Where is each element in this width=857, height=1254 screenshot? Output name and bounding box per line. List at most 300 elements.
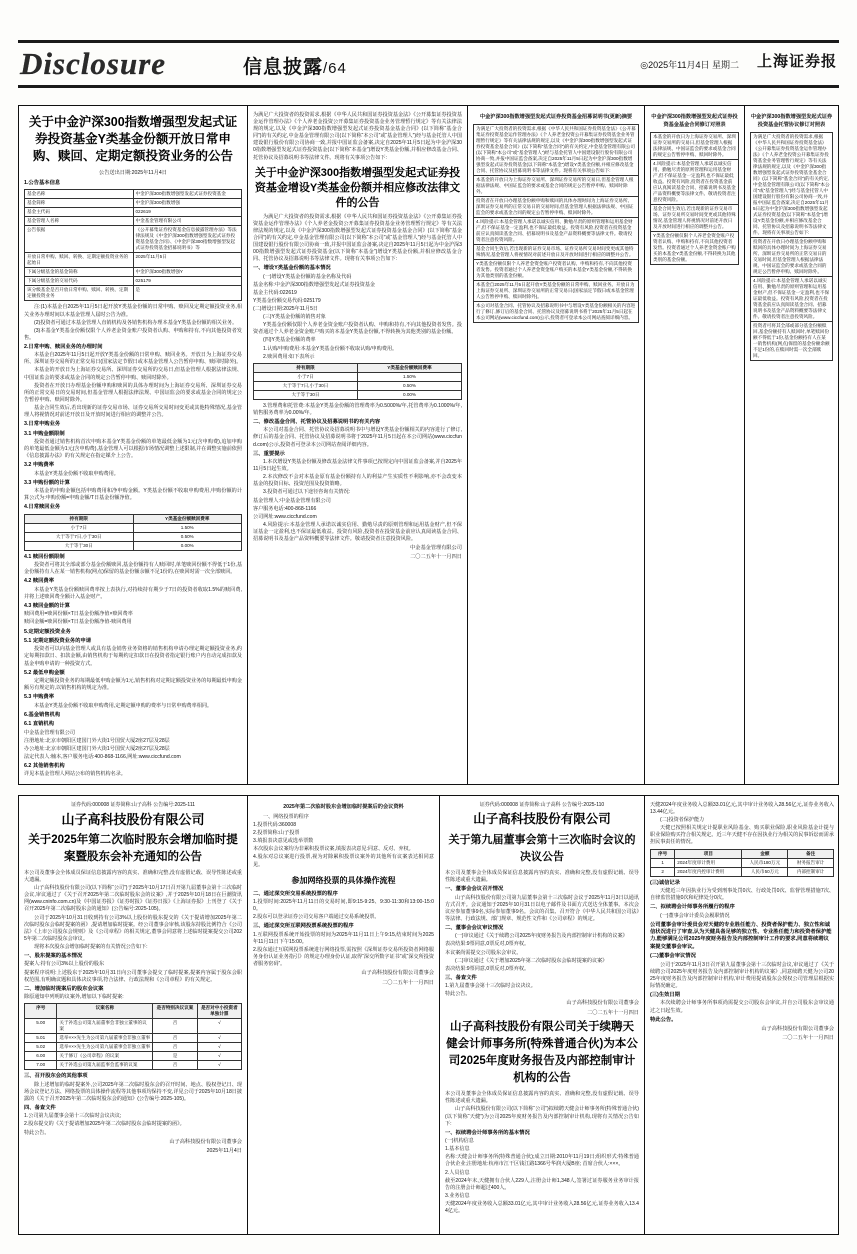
cell-special: 否 (153, 1043, 197, 1052)
contract-amend-rows (651, 133, 739, 265)
y-class-redemption-fee-table (253, 363, 462, 400)
col-header: Y类基金份额赎回费率 (133, 514, 242, 523)
paragraph: 投资者可以向基金管理人或具有基金销售业务资格的销售机构申请办理定期定额投资业务,约定每期扣款日、扣款金额,由销售机构于每期约定扣款日在投资者指定银行账户内自动完成扣款及基金申购申请的一种投资方式。 (24, 646, 242, 667)
cell-rate: 1.50% (358, 372, 462, 381)
table-row (25, 1061, 242, 1070)
paragraph: 客户服务电话:400-868-1166 (253, 505, 317, 512)
signature-company: 山子高科技股份有限公司董事会 (761, 1026, 834, 1033)
article-column-4 (645, 106, 744, 784)
cell-special: 否 (153, 1061, 197, 1070)
table-row (474, 302, 639, 323)
masthead-page-number: /64 (323, 60, 347, 77)
audit-fee-head (651, 849, 834, 858)
paragraph: (一)机构信息 (445, 1138, 474, 1145)
fee-table-head (25, 514, 242, 523)
paragraph: 本基金的开放日为上海证券交易所、深圳证券交易所的交易日,但基金管理人根据法律法规、中国证监会的要求或基金合同的规定公告暂停申购、赎回时除外。 (24, 367, 242, 381)
paragraph: (三)Y类基金份额的销售对象 (263, 314, 326, 321)
table-row (25, 217, 242, 226)
masthead-logo: Disclosure (20, 46, 167, 81)
top-article-block (18, 105, 839, 785)
col-header: Y类基金份额赎回费率 (358, 363, 462, 372)
paragraph: 4.股东对总议案进行投票,视为对除累积投票议案外的其他所有议案表达相同意见。 (253, 854, 434, 868)
fee-table-body (25, 523, 242, 550)
paragraph: 基金合同生效后,若出现新的证券交易市场、证券交易所交易时间变更或其他特殊情况,基金管理人将视情况对前述开放日及开放时间进行相应的调整并公告。 (24, 404, 242, 419)
masthead-paper-name: 上海证券报 (756, 53, 837, 70)
cell-rate: 0.00% (358, 390, 462, 399)
cell-value: 中金基金管理有限公司 (133, 217, 242, 226)
paragraph: 1.投票代码:360008 (253, 822, 297, 829)
custody-amend-table (750, 132, 833, 361)
cell-period: 大于等于30日 (254, 390, 358, 399)
table-row (25, 268, 242, 277)
table-row (651, 867, 834, 876)
paragraph: 本基金的申购金额包括申购费用和净申购金额。Y类基金份额不收取申购费用,申购份额的计算公式为:申购份额=申购金额/T日基金份额净值。 (24, 488, 242, 502)
paragraph: 办公地址:北京市朝阳区建国门外大街1号国贸大厦2座27层及28层 (24, 745, 170, 752)
paragraph: 特此公告。 (24, 1129, 50, 1136)
paragraph: 4.风险提示:本基金管理人承诺以诚实信用、勤勉尽责的原则管理和运用基金财产,但不保证基金一定盈利,也不保证最低收益。投资有风险,投资者在投资基金前应认真阅读基金合同、招募说明书及基金产品资料概要等法律文件。敬请投资者注意投资风险。 (253, 521, 462, 542)
paragraph: 一、网络投票的程序 (263, 814, 309, 820)
paragraph: 赎回费用=赎回份额×T日基金份额净值×赎回费率 (24, 611, 133, 618)
paragraph: 表决结果:9票同意,0票反对,0票弃权。 (445, 965, 530, 972)
col-header: 议案名称 (57, 1004, 153, 1019)
voting-procedure-heading: 参加网络投票的具体操作流程 (291, 875, 396, 885)
table-row (474, 260, 639, 281)
cell-value: 中金沪深300指数增强Y (133, 268, 242, 277)
cell-old: 为满足广大投资者的投资需求,根据《中华人民共和国证券投资基金法》《公开募集证券投资基金运作管理办法》《个人养老金投资公开募集证券投资基金业务管理暂行规定》等有关法律法规的规定,以及《中金沪深300指数增强型发起式证券投资基金基金合同》(以下简称“基金合同”)的有关约定,中金基金管理有限公司(以下简称“本公司”或“基金管理人”)经与基金托管人中国建设银行股份有限公司协商一致,并报中国证监会备案,决定自2025年11月5日起为中金沪深300指数增强型发起式证券投资基金(以下简称“本基金”)增设Y类基金份额,并相应修改基金合同、托管协议及招募说明书等法律文件。现将有关事项公告如下: (474, 125, 639, 176)
security-code-line: 证券代码:000008 证券简称:山子高科 公告编号:2025-110 (479, 802, 605, 808)
cell-index: 7.00 (25, 1061, 57, 1070)
cell-period: 小于7日 (25, 523, 134, 532)
cell-label: 基金简称 (25, 199, 134, 208)
article-column-3 (468, 106, 644, 784)
cell-rate: 0.50% (358, 381, 462, 390)
paragraph: 投资者可将其全部或部分基金份额赎回,基金份额持有人赎回时,单笔赎回份额不得低于1份,基金份额持有人在某一销售机构(网点)保留的基金份额余额不足1份的,在赎回时需一次全部赎回。 (24, 562, 242, 576)
paragraph: 名称:天健会计师事务所(特殊普通合伙);成立日期:2010年11月19日;组织形式:特殊普通合伙企业;注册地址:杭州市江干区钱江路1366号华润大厦B座; 首席合伙人:×××。 (445, 1154, 639, 1168)
cell-label: 下属分级基金的交易代码 (25, 277, 134, 286)
cell-amount: 人民币50万元 (742, 867, 788, 876)
section-heading: 二、董事会会议审议情况 (445, 924, 504, 931)
table-row (25, 1034, 242, 1043)
table-row (254, 372, 462, 381)
cell-period: 大于等于7日,小于30日 (254, 381, 358, 390)
cell-label: 基金主代码 (25, 208, 134, 217)
table-row (651, 160, 739, 205)
table-row (25, 541, 242, 550)
cell-proposal: 选举×××先生为公司第九届董事会非独立董事 (57, 1043, 153, 1052)
table-row (25, 532, 242, 541)
cell-label: 基金管理人名称 (25, 217, 134, 226)
cell-index: 1 (651, 858, 675, 867)
custody-amend-heading: 中金沪深300指数增强型发起式证券投资基金托管协议修订对照表 (750, 114, 833, 128)
disclaimer: 本公司及董事会全体成员保证信息披露内容的真实、准确和完整,没有虚假记载、误导性陈述或重大遗漏。 (445, 1091, 639, 1105)
cell-label: 下属分级基金的基金简称 (25, 268, 134, 277)
section-heading: 三、通过深交所互联网投票系统投票的程序 (253, 923, 354, 930)
signature-date: 二〇二五年十一月四日 (382, 979, 434, 986)
announcement-title: 关于2025年第二次临时股东会增加临时提案暨股东会补充通知的公告 (28, 834, 238, 863)
table-header-row (651, 849, 834, 858)
board-resolution-title: 关于第九届董事会第十三次临时会议的决议公告 (448, 834, 636, 863)
cell-value: 022619 (133, 208, 242, 217)
bottom-column-2 (248, 796, 439, 1234)
cell-note6: 本公司对基金合同、托管协议及招募说明书中与增设Y类基金份额相关的内容进行了修订,修订后的基金合同、托管协议及招募说明书将于2025年11月5日起在本公司网站(www.ciccfund.com)公示,投资者可登录本公司网站查阅详细内容。 (474, 302, 639, 323)
paragraph: 基金管理人:中金基金管理有限公司 (253, 497, 331, 504)
cell-label: 开放日常申购、赎回、转换、定期定额投资业务的起始日 (25, 253, 134, 268)
cell-remark: 内部控制审计 (788, 867, 834, 876)
section-heading: 三、召开股东会的其他事项 (24, 1073, 88, 1080)
cell-special: 否 (153, 1034, 197, 1043)
section-heading: 一、董事会会议召开情况 (445, 886, 504, 893)
paragraph: Y类基金份额交易代码:025179 (253, 298, 321, 304)
col-header: 是否对中小投资者单独计票 (197, 1004, 241, 1019)
cell-note: 投资者在开放日办理基金份额申购和赎回的具体办理时间为上海证券交易所、深圳证券交易所的正常交易日的交易时间,但基金管理人根据法律法规、中国证监会的要求或基金合同的规定公告暂停申购、赎回时除外。 (474, 197, 639, 218)
paragraph: 天健已按照相关规定计提职业风险基金、购买职业保险,职业风险基金计提与职业保险购买符合相关规定。近三年天健不存在因执业行为相关的民事诉讼而需承担民事责任的情况。 (650, 825, 834, 846)
signature-date: 二〇二五年十一月四日 (410, 554, 462, 561)
paragraph: (二)审议通过《关于增加2025年第二次临时股东会临时提案的议案》 (455, 957, 608, 964)
col-header: 序号 (651, 849, 675, 858)
table-row (751, 238, 833, 277)
table-row (474, 245, 639, 260)
meeting-materials-heading: 2025年第二次临时股东会增加临时提案后的会议资料 (283, 804, 404, 810)
paragraph: 2.人员信息 (445, 1169, 470, 1176)
paragraph: 3.填报表决意见或选举票数 (253, 838, 314, 845)
paragraph: 2.本次修改不会对本基金原有基金份额持有人的利益产生实质性不利影响,亦不会改变本基金的投资目标、投资范围及投资策略。 (253, 474, 462, 488)
signature-company: 山子高科技股份有限公司董事会 (169, 1138, 242, 1145)
section-heading: 3.2 申购费率 (24, 462, 55, 469)
fund-daily-business-subtitle: 公告送出日期:2025年11月4日 (99, 170, 167, 176)
section-heading: 5.2 最低申购金额 (24, 669, 65, 676)
section-heading: (三)诚信记录 (650, 879, 681, 886)
cell-period: 大于等于7日,小于30日 (25, 532, 134, 541)
cell-note3: 基金合同生效后,若出现新的证券交易市场、证券交易所交易时间变更或其他特殊情况,基金管理人将视情况对前述开放日及开放时间进行相应的调整并公告。 (474, 245, 639, 260)
table-row (474, 218, 639, 245)
paragraph: 提案程序说明:上述股东于2025年10月31日向公司董事会提交了临时提案,提案内容属于股东会职权范围,有明确议题和具体决议事项,符合法律、行政法规和《公司章程》的有关规定。 (24, 969, 242, 983)
col-header: 持有期限 (254, 363, 358, 372)
paragraph: 基金主代码:022619 (253, 289, 297, 296)
section-heading: 6.2 其他销售机构 (24, 762, 65, 769)
col-header: 金额 (742, 849, 788, 858)
cell-text: 4.风险提示:本基金管理人承诺以诚实信用、勤勉尽责的原则管理和运用基金财产,但不保证基金一定盈利,也不保证最低收益。投资有风险,投资者在投资基金前应认真阅读基金合同、招募说明书及基金产品资料概要等法律文件。敬请投资者注意投资风险。 (651, 160, 739, 205)
section-heading: 二、修改基金合同、托管协议及招募说明书的有关内容 (253, 418, 381, 425)
paragraph: 投资者在开放日办理基金份额申购和赎回的具体办理时间为上海证券交易所、深圳证券交易所的正常交易日的交易时间,但基金管理人根据法律法规、中国证监会的要求或基金合同的规定公告暂停申购、赎回时除外。 (24, 382, 242, 403)
paragraph: 3.业务信息 (445, 1192, 470, 1199)
table-header-row (254, 363, 462, 372)
prospectus-comparison-rows (474, 125, 639, 323)
table-row (751, 133, 833, 238)
paragraph: 本基金Y类基金份额赎回费率按上表执行,对持续持有期少于7日的投资者收取1.5%的赎回费,并将上述赎回费全额计入基金财产。 (24, 586, 242, 600)
fund-y-class-title: 关于中金沪深300指数增强型发起式证券投资基金增设Y类基金份额并相应修改法律文件的公告 (254, 166, 461, 209)
audit-fee-body (651, 858, 834, 876)
table-row (25, 199, 242, 208)
paragraph: 赎回金额=赎回份额×T日基金份额净值-赎回费用 (24, 619, 132, 626)
paragraph: 投资者通过销售机构首次申购本基金Y类基金份额的单笔最低金额为1元(含申购费),追加申购的单笔最低金额为1元(含申购费),基金管理人可以根据市场情况调整上述限制,并在调整实施前依照《信息披露办法》的有关规定在指定媒介上公告。 (24, 438, 242, 460)
col-header: 序号 (25, 1004, 57, 1019)
section-heading: 3.3 申购份额的计算 (24, 479, 70, 486)
bottom-column-3 (440, 796, 644, 1234)
paragraph: 天健2024年度业务收入总额33.01亿元,其中审计业务收入28.56亿元,证券业务收入13.44亿元。 (650, 802, 834, 816)
masthead-date: ◎2025年11月4日 星期二 (640, 60, 739, 70)
cell-text: 为满足广大投资者的投资需求,根据《中华人民共和国证券投资基金法》《公开募集证券投资基金运作管理办法》《个人养老金投资公开募集证券投资基金业务管理暂行规定》等有关法律法规的规定,以及《中金沪深300指数增强型发起式证券投资基金基金合同》(以下简称“基金合同”)的有关约定,中金基金管理有限公司(以下简称“本公司”或“基金管理人”)经与基金托管人中国建设银行股份有限公司协商一致,并报中国证监会备案,决定自2025年11月5日起为中金沪深300指数增强型发起式证券投资基金(以下简称“本基金”)增设Y类基金份额,并相应修改基金合同、托管协议及招募说明书等法律文件。现将有关事项公告如下: (751, 133, 833, 238)
paragraph: (2)投资者可通过本基金管理人直销机构及各销售机构办理本基金Y类基金份额的相关业务。 (34, 319, 238, 326)
cell-new: 本基金的开放日为上海证券交易所、深圳证券交易所的交易日,但基金管理人根据法律法规、中国证监会的要求或基金合同的规定公告暂停申购、赎回时除外。 (474, 176, 639, 197)
section-heading: 公司董事会审计委员会对天健的专业胜任能力、投资者保护能力、独立性和诚信状况进行了审查,认为天健具备足够的独立性、专业胜任能力和投资者保护能力,能够满足公司2025年度财务报告及内部控制审计工作的要求,同意将续聘议案提交董事会审议。 (650, 921, 832, 950)
audit-fee-table (650, 849, 834, 877)
cell-item: 2024年度审计费用 (675, 858, 742, 867)
section-heading: 二、拟续聘会计师事务所履行的程序 (650, 904, 735, 911)
section-heading: 4.1 赎回份额限制 (24, 553, 65, 560)
section-heading: 一、增设Y类基金份额的基本情况 (253, 265, 331, 272)
table-row (25, 286, 242, 301)
section-heading: 2.日常申购、赎回业务的办理时间 (24, 343, 103, 350)
cell-note5: 本基金自2025年11月5日起开放Y类基金份额的日常申购、赎回业务。开放日为上海证券交易所、深圳证券交易所的正常交易日(国家法定节假日或本基金管理人公告暂停申购、赎回时除外)。 (474, 281, 639, 302)
paragraph: (二)投资者保护能力 (660, 817, 705, 824)
paragraph: (一)审议通过《关于续聘公司2025年度财务报告及内部控制审计机构的议案》 (455, 933, 628, 940)
col-header: 项目 (675, 849, 742, 858)
cell-separate-count: √ (197, 1019, 241, 1034)
prospectus-comparison-table (473, 124, 639, 323)
section-heading: 3.1 申购金额限制 (24, 430, 65, 437)
bottom-article-block (18, 795, 839, 1235)
section-heading: 一、拟续聘会计师事务所的基本情况 (445, 1129, 530, 1136)
cell-note4: Y类基金份额仅限个人养老金资金账户投资者认购、申购和持有,不向其他投资者发售。投资者通过个人养老金资金账户购买的本基金Y类基金份额,不得转换为其他类别的基金份额。 (474, 260, 639, 281)
paragraph: 本基金Y类基金份额不收取申购费用。 (34, 470, 119, 477)
paragraph: 山子高科技股份有限公司(以下简称“公司”)拟续聘天健会计师事务所(特殊普通合伙)(以下简称“天健”)为公司2025年度财务报告及内部控制审计机构,现将有关情况公告如下: (445, 1106, 639, 1127)
cell-text: 基金合同生效后,若出现新的证券交易市场、证券交易所交易时间变更或其他特殊情况,基金管理人将视情况对前述开放日及开放时间进行相应的调整并公告。 (651, 205, 739, 232)
paragraph: 中金基金管理有限公司 (24, 729, 75, 736)
paragraph: 2.股东可以登录证券公司交易客户端通过交易系统投票。 (253, 914, 380, 921)
section-heading: 4.3 赎回金额的计算 (24, 602, 70, 609)
paragraph: Y类基金份额仅限个人养老金资金账户投资者认购、申购和持有,不向其他投资者发售。投资者通过个人养老金资金账户购买的本基金Y类基金份额,不得转换为其他类别的基金份额。 (253, 322, 462, 336)
fund-daily-business-title: 关于中金沪深300指数增强型发起式证券投资基金Y类基金份额开放日常申购、赎回、定期定额投资业务的公告 (28, 115, 238, 163)
signature-date: 二〇二五年十一月四日 (782, 1035, 834, 1042)
paragraph: 定期定额投资业务的每期最低申购金额为1元,销售机构对定期定额投资业务的每期最低申购金额另有规定的,以销售机构的规定为准。 (24, 678, 243, 692)
paragraph: 法定代表人:楠本,客户服务电话:400-868-1166,网址:www.ciccfund.com (24, 753, 181, 760)
paragraph: 注:(1)本基金自2025年11月5日起开放Y类基金份额的日常申购、赎回及定期定额投资业务,相关业务办理时间以本基金管理人届时公告为准。 (24, 304, 242, 318)
paragraph: 注册地址:北京市朝阳区建国门外大街1号国贸大厦2座27层及28层 (24, 737, 170, 744)
table-header-row (25, 514, 242, 523)
bottom-column-4 (645, 796, 839, 1234)
masthead-section-label: 信息披露 (243, 57, 324, 78)
cell-separate-count: √ (197, 1043, 241, 1052)
cell-value: 中金沪深300指数增强型发起式证券投资基金 (133, 190, 242, 199)
table-row (25, 1019, 242, 1034)
article-column-2 (248, 106, 467, 784)
table-row (25, 523, 242, 532)
cell-index: 5.01 (25, 1034, 57, 1043)
paragraph: 山子高科技股份有限公司第九届董事会第十三次临时会议于2025年11月3日以通讯方式召开。会议通知于2025年10月31日以电子邮件及书面方式送达全体董事。本次会议应参加董事9名,实际参加董事9名。会议的召集、召开符合《中华人民共和国公司法》等法律、行政法规、部门规章、规范性文件和《公司章程》的规定。 (445, 894, 639, 922)
cell-text: 本基金的开放日为上海证券交易所、深圳证券交易所的交易日,但基金管理人根据法律法规、中国证监会的要求或基金合同的规定公告暂停申购、赎回时除外。 (651, 133, 739, 160)
section-heading: 5.1 定期定额投资业务的申请 (24, 637, 92, 644)
cell-rate: 0.00% (133, 541, 242, 550)
redemption-fee-table (24, 514, 242, 551)
paragraph: 详见本基金管理人网站公布的销售机构名录。 (24, 771, 126, 778)
paragraph: 现将本次股东会增加临时提案的有关情况公告如下: (34, 943, 148, 950)
bottom-column-1 (19, 796, 247, 1234)
paragraph: 为满足广大投资者的投资需求,根据《中华人民共和国证券投资基金法》《公开募集证券投资基金运作管理办法》《个人养老金投资公开募集证券投资基金业务管理暂行规定》等有关法律法规的规定,以及《中金沪深300指数增强型发起式证券投资基金基金合同》(以下简称“基金合同”)的有关约定,中金基金管理有限公司(以下简称“本公司”或“基金管理人”)经与基金托管人中国建设银行股份有限公司协商一致,并报中国证监会备案,决定自2025年11月5日起为中金沪深300指数增强型发起式证券投资基金(以下简称“本基金”)增设Y类基金份额,并相应修改基金合同、托管协议及招募说明书等法律文件。现将有关事项公告如下: (253, 213, 462, 263)
paragraph: 1.公司第九届董事会第十三次临时会议决议; (24, 1113, 122, 1120)
cell-label: 基金名称 (25, 190, 134, 199)
paragraph: 山子高科技股份有限公司(以下简称“公司”)于2025年10月17日召开第九届董事会第十三次临时会议,审议通过了《关于召开2025年第二次临时股东会的议案》,并于2025年10月18日在巨潮资讯网(www.cninfo.com.cn)及《中国证券报》《证券时报》《证券日报》《上海证券报》上刊登了《关于召开2025年第二次临时股东会的通知》(公告编号:2025-105)。 (24, 885, 242, 913)
cell-note2: 4.风险提示:本基金管理人承诺以诚实信用、勤勉尽责的原则管理和运用基金财产,但不保证基金一定盈利,也不保证最低收益。投资有风险,投资者在投资基金前应认真阅读基金合同、招募说明书及基金产品资料概要等法律文件。敬请投资者注意投资风险。 (474, 218, 639, 245)
disclaimer: 本公司及董事会全体成员保证信息披露内容的真实、准确和完整,没有虚假记载、误导性陈述或重大遗漏。 (445, 870, 639, 884)
paragraph: (四)Y类基金份额的费率 (263, 337, 316, 344)
security-code-line: 证券代码:000008 证券简称:山子高科 公告编号:2025-111 (70, 802, 196, 808)
col-header: 是否特别决议议案 (153, 1004, 197, 1019)
paragraph: 表决结果:9票同意,0票反对,0票弃权。 (445, 941, 530, 948)
proposal-table (24, 1003, 242, 1070)
paragraph: (一)董事会审计委员会履职情况 (660, 912, 730, 919)
signature-company: 山子高科技股份有限公司董事会 (566, 1000, 639, 1007)
table-row (474, 125, 639, 176)
paragraph: 公司于2025年11月3日召开第九届董事会第十三次临时会议,审议通过了《关于续聘公司2025年度财务报告及内部控制审计机构的议案》,同意续聘天健为公司2025年度财务报告及内部控制审计机构,审计费用提请股东会授权公司管理层根据实际情况确定。 (650, 961, 834, 989)
paragraph: (二)增设日期:2025年11月5日 (253, 306, 319, 313)
table-row (254, 381, 462, 390)
paragraph: (3)本基金Y类基金份额仅限个人养老金资金账户投资者认购、申购和持有,不向其他投资者发售。 (24, 327, 242, 341)
paragraph: 2.赎回费用:如下表所示 (263, 353, 315, 360)
cell-separate-count: √ (197, 1034, 241, 1043)
paragraph: 为满足广大投资者的投资需求,根据《中华人民共和国证券投资基金法》《公开募集证券投资基金运作管理办法》《个人养老金投资公开募集证券投资基金业务管理暂行规定》等有关法律法规的规定,以及《中金沪深300指数增强型发起式证券投资基金基金合同》(以下简称“基金合同”)的有关约定,中金基金管理有限公司(以下简称“本公司”或“基金管理人”)经与基金托管人中国建设银行股份有限公司协商一致,并报中国证监会备案,决定自2025年11月5日起为中金沪深300指数增强型发起式证券投资基金(以下简称“本基金”)增设Y类基金份额,并相应修改基金合同、托管协议及招募说明书等法律文件。现将有关事项公告如下: (253, 112, 462, 161)
section-heading: 6.1 直销机构 (24, 721, 55, 728)
cell-value: 025179 (133, 277, 242, 286)
signature-date: 2025年11月4日 (206, 1148, 242, 1154)
auditor-reappointment-title: 山子高科技股份有限公司关于续聘天健会计师事务所(特殊普通合伙)为本公司2025年度财务报告及内部控制审计机构的公告 (446, 1021, 638, 1085)
masthead-section (243, 52, 347, 79)
table-row (25, 277, 242, 286)
cell-amount: 人民币180万元 (742, 858, 788, 867)
paragraph: 公司网址:www.ciccfund.com (253, 513, 317, 520)
paragraph: 基金名称:中金沪深300指数增强型发起式证券投资基金 (253, 281, 375, 288)
cell-rate: 1.50% (133, 523, 242, 532)
fee-table-head (254, 363, 462, 372)
article-column-1 (19, 106, 247, 784)
cell-label: 公告依据 (25, 226, 134, 253)
cell-period: 大于等于30日 (25, 541, 134, 550)
table-row (25, 208, 242, 217)
cell-proposal: 选举×××先生为公司第九届董事会非独立董事 (57, 1034, 153, 1043)
paragraph: 除上述增加的临时提案外,公司2025年第二次临时股东会的召开时间、地点、股权登记日、现场会议登记方法、网络投票的具体操作流程等其他事项均保持不变,详见公司于2025年10月18日披露的《关于召开2025年第二次临时股东会的通知》(公告编号:2025-105)。 (24, 1081, 242, 1102)
signature-company: 中金基金管理有限公司 (410, 545, 462, 552)
paragraph: 3.投资者可通过以下途径咨询有关情况: (263, 489, 351, 496)
cell-value: 中金沪深300指数增强 (133, 199, 242, 208)
section-heading: 4.2 赎回费率 (24, 578, 55, 585)
cell-special: 是 (153, 1052, 197, 1061)
paragraph: 2.投票简称:山子投票 (253, 830, 300, 837)
table-row (25, 226, 242, 253)
table-header-row (25, 1004, 242, 1019)
cell-index: 2 (651, 867, 675, 876)
cell-label: 该分级基金是否开放日常申购、赎回、转换、定期定额投资业务 (25, 286, 134, 301)
signature-company: 山子高科技股份有限公司董事会 (361, 970, 434, 977)
section-heading: 四、备查文件 (24, 1104, 56, 1111)
table-row (651, 232, 739, 265)
paragraph: 1.基本信息 (445, 1146, 470, 1153)
paragraph: 本次续聘会计师事务所事项尚需提交公司股东会审议,并自公司股东会审议通过之日起生效。 (650, 1000, 834, 1014)
table-row (474, 197, 639, 218)
section-heading: 3.日常申购业务 (24, 421, 61, 428)
paragraph: 2.股东提交的《关于提请增加2025年第二次临时股东会临时提案的函》。 (24, 1121, 185, 1128)
table-row (651, 205, 739, 232)
cell-value: 2025年11月5日 (133, 253, 242, 268)
paragraph: 3.管理费和托管费:本基金Y类基金份额的管理费率为0.5000%/年,托管费率为0.1000%/年,销售服务费率为0.00%/年。 (253, 402, 462, 416)
article-column-5 (745, 106, 838, 784)
fund-basic-info-rows (25, 190, 242, 301)
cell-rate: 0.50% (133, 532, 242, 541)
col-header: 持有期限 (25, 514, 134, 523)
paragraph: 提案人:持有公司3%以上股份的股东 (24, 961, 105, 968)
section-heading: 6.基金销售机构 (24, 711, 61, 718)
paragraph: 1.认购/申购费用:本基金Y类基金份额不收取认购/申购费用。 (263, 345, 398, 352)
paragraph: 特此公告。 (445, 991, 471, 998)
paragraph: 1.投票时间:2025年11月11日的交易时间,即9:15-9:25、9:30-11:30和13:00-15:00。 (253, 899, 434, 913)
paragraph: 1.第九届董事会第十三次临时会议决议。 (445, 983, 536, 990)
masthead-rule-bottom (18, 85, 839, 88)
table-row (25, 1043, 242, 1052)
company-name-title: 山子高科技股份有限公司 (473, 812, 611, 826)
table-row (254, 390, 462, 399)
cell-index: 5.02 (25, 1043, 57, 1052)
table-row (651, 858, 834, 867)
proposal-table-body (25, 1019, 242, 1070)
proposal-table-head (25, 1004, 242, 1019)
cell-proposal: 关于补选公司第九届监事会监事的议案 (57, 1061, 153, 1070)
table-row (25, 1052, 242, 1061)
section-heading: 5.3 申购费率 (24, 694, 55, 701)
cell-period: 小于7日 (254, 372, 358, 381)
paragraph: 天健2024年度业务收入总额33.01亿元,其中审计业务收入28.56亿元,证券业务收入13.44亿元。 (445, 1200, 639, 1214)
paragraph: 本次股东会议案均为非累积投票议案,填报表决意见:同意、反对、弃权。 (253, 846, 414, 853)
custody-amend-rows (751, 133, 833, 361)
section-heading: 一、股东提案的基本情况 (24, 953, 83, 960)
col-header: 备注 (788, 849, 834, 858)
paragraph: 除原通知中列明的议案外,增加以下临时提案: (24, 994, 124, 1001)
cell-special: 否 (153, 1019, 197, 1034)
fee-table-body (254, 372, 462, 399)
cell-remark: 财务报告审计 (788, 858, 834, 867)
company-name-title: 山子高科技股份有限公司 (61, 812, 205, 827)
paragraph: 截至2024年末,天健拥有合伙人229人,注册会计师1,348人,签署过证券服务业务审计报告的注册会计师超过400人。 (445, 1177, 639, 1191)
paragraph: 本基金自2025年11月5日起开放Y类基金份额的日常申购、赎回业务。开放日为上海证券交易所、深圳证券交易所的正常交易日(国家法定节假日或本基金管理人公告暂停申购、赎回时除外)。 (24, 352, 242, 366)
table-row (751, 277, 833, 322)
cell-item: 2024年度内控审计费用 (675, 867, 742, 876)
section-heading: 二、增加临时提案后的股东会议案 (24, 985, 104, 992)
paragraph: 本议案尚需提交公司股东会审议。 (445, 949, 522, 956)
cell-text: Y类基金份额仅限个人养老金资金账户投资者认购、申购和持有,不向其他投资者发售。投资者通过个人养老金资金账户购买的本基金Y类基金份额,不得转换为其他类别的基金份额。 (651, 232, 739, 265)
cell-index: 6.00 (25, 1052, 57, 1061)
section-basic-info: 1.公告基本信息 (24, 180, 61, 186)
contract-amend-heading: 中金沪深300指数增强型发起式证券投资基金基金合同修订对照表 (651, 114, 738, 128)
table-row (474, 176, 639, 197)
section-heading: 三、重要提示 (253, 450, 285, 457)
paragraph: 公司于2025年10月31日收到持有公司3%以上股份的股东提交的《关于提请增加2025年第二次临时股东会临时提案的函》,提请增加临时提案。经公司董事会审核,该股东持股比例符合《公司法》《上市公司股东会规则》及《公司章程》的相关规定,董事会同意将上述临时提案提交公司2025年第二次临时股东会审议。 (24, 914, 242, 942)
masthead (18, 40, 839, 88)
section-heading: 三、备查文件 (445, 974, 477, 981)
section-heading: 二、通过深交所交易系统投票的程序 (253, 890, 338, 897)
masthead-rule-top (18, 40, 839, 43)
signature-date: 二〇二五年十一月四日 (587, 1009, 639, 1016)
table-row (651, 133, 739, 160)
cell-proposal: 关于修订《公司章程》的议案 (57, 1052, 153, 1061)
disclaimer: 本公司及董事会全体成员保证信息披露内容的真实、准确和完整,没有虚假记载、误导性陈述或重大遗漏。 (24, 870, 242, 884)
paragraph: 1.本次增设Y类基金份额及修改基金法律文件事项已按规定向中国证监会备案,并自2025年11月5日起生效。 (253, 459, 462, 473)
cell-text: 投资者在开放日办理基金份额申购和赎回的具体办理时间为上海证券交易所、深圳证券交易所的正常交易日的交易时间,但基金管理人根据法律法规、中国证监会的要求或基金合同的规定公告暂停申购、赎回时除外。 (751, 238, 833, 277)
cell-text: 投资者可将其全部或部分基金份额赎回,基金份额持有人赎回时,单笔赎回份额不得低于1份,基金份额持有人在某一销售机构(网点)保留的基金份额余额不足1份的,在赎回时需一次全部赎回。 (751, 322, 833, 361)
table-row (25, 253, 242, 268)
cell-text: 4.风险提示:本基金管理人承诺以诚实信用、勤勉尽责的原则管理和运用基金财产,但不保证基金一定盈利,也不保证最低收益。投资有风险,投资者在投资基金前应认真阅读基金合同、招募说明书及基金产品资料概要等法律文件。敬请投资者注意投资风险。 (751, 277, 833, 322)
paragraph: 本基金Y类基金份额不收取申购费用,定期定额申购的费率与日常申购费率相同。 (34, 702, 213, 709)
paragraph: 天健近三年因执业行为受到刑事处罚0次、行政处罚0次、监督管理措施7次、自律监管措施0次和纪律处分0次。 (650, 887, 834, 902)
table-row (474, 281, 639, 302)
section-heading: 4.日常赎回业务 (24, 504, 61, 511)
contract-amend-table (650, 132, 739, 265)
